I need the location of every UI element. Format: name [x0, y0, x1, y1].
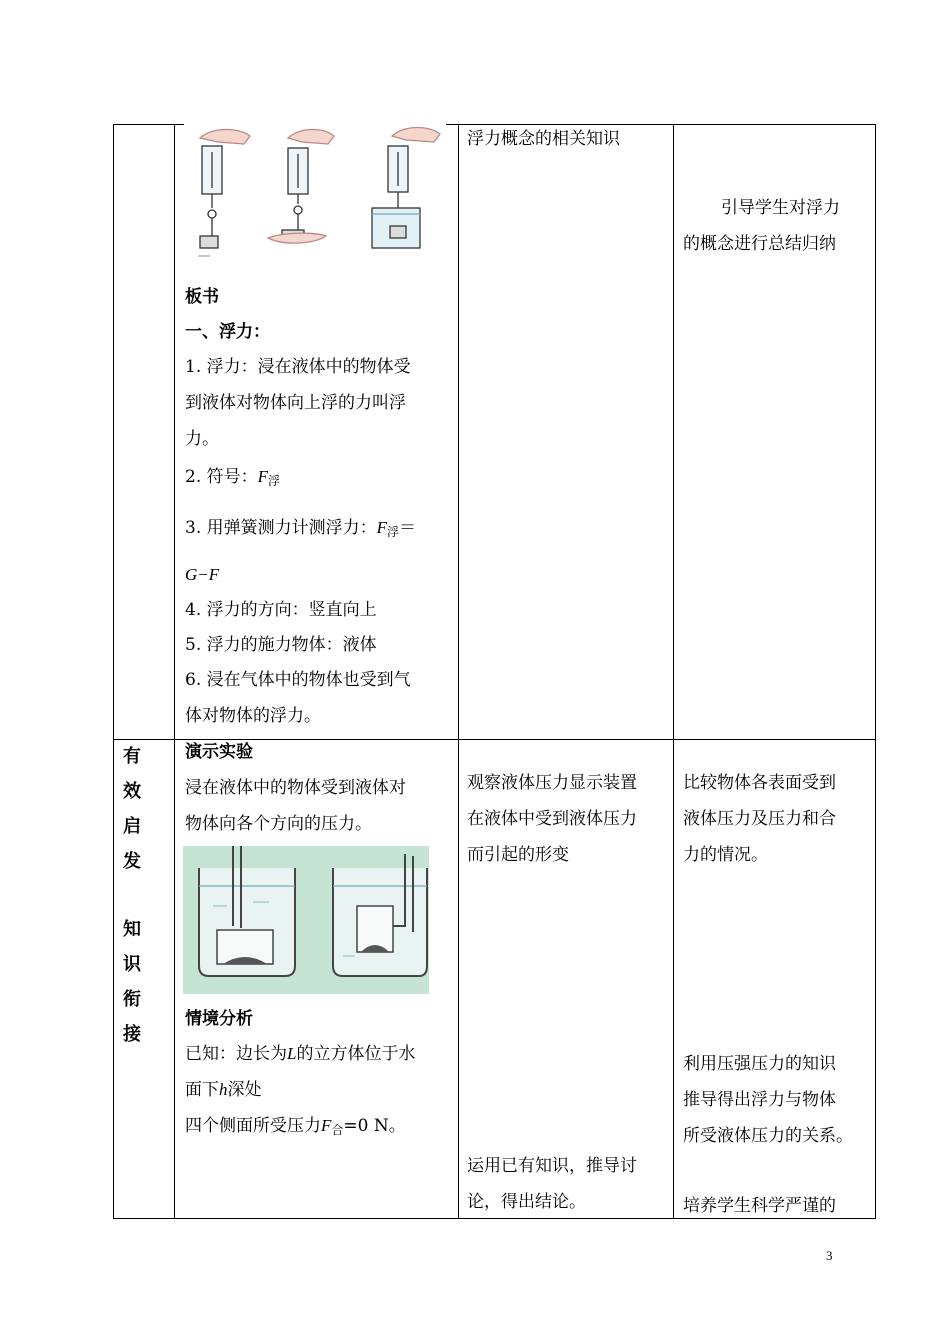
item3-equals: ＝: [399, 518, 417, 538]
row2-label-char: 接: [123, 1024, 141, 1045]
table-col-divider: [174, 124, 175, 1219]
derive-line2: 推导得出浮力与物体: [683, 1090, 836, 1110]
table-right-border: [875, 124, 876, 1219]
apply-line2: 论，得出结论。: [467, 1192, 586, 1212]
item4-direction: 4. 浮力的方向：竖直向上: [185, 600, 377, 620]
section-title: 一、浮力：: [185, 322, 270, 342]
liquid-pressure-device-figure: [183, 846, 429, 994]
item1-line3: 力。: [185, 429, 219, 449]
table-col-divider: [673, 124, 674, 1219]
var-l: L: [287, 1044, 297, 1063]
board-heading: 板书: [185, 287, 219, 307]
observe-line3: 而引起的形变: [467, 845, 569, 865]
observe-line2: 在液体中受到液体压力: [467, 809, 637, 829]
analysis-heading: 情境分析: [185, 1009, 253, 1029]
item6-line1: 6. 浸在气体中的物体也受到气: [185, 670, 411, 690]
guide-line2: 的概念进行总结归纳: [683, 234, 836, 254]
demo-line2: 物体向各个方向的压力。: [185, 814, 372, 834]
cultivate-line: 培养学生科学严谨的: [683, 1196, 836, 1216]
item2-symbol: [185, 459, 280, 499]
compare-line3: 力的情况。: [683, 845, 768, 865]
var-f: F: [376, 518, 388, 537]
known-line1: [185, 1036, 415, 1072]
item1-line2: 到液体对物体向上浮的力叫浮: [185, 393, 406, 413]
apply-line1: 运用已有知识，推导讨: [467, 1156, 637, 1176]
var-h: h: [219, 1080, 228, 1099]
derive-line1: 利用压强压力的知识: [683, 1054, 836, 1074]
known-text-b: 的立方体位于水: [296, 1044, 416, 1064]
spring-scale-figure: [184, 124, 446, 258]
sides-text-a: 四个侧面所受压力: [185, 1116, 321, 1136]
row2-label-char: 启: [123, 816, 141, 837]
known-text-c: 面下: [185, 1080, 219, 1100]
row2-label-char: 效: [123, 781, 141, 802]
item5-source: 5. 浮力的施力物体：液体: [185, 635, 377, 655]
row2-label-char: 识: [123, 954, 141, 975]
item3-formula: [185, 557, 219, 593]
compare-line1: 比较物体各表面受到: [683, 773, 836, 793]
sub-fu: 浮: [268, 474, 281, 488]
page-number: 3: [826, 1248, 833, 1263]
row2-label-char: 有: [123, 746, 141, 767]
item2-prefix: 2. 符号：: [185, 467, 258, 487]
demo-line1: 浸在液体中的物体受到液体对: [185, 778, 406, 798]
var-f: F: [321, 1116, 332, 1135]
item6-line2: 体对物体的浮力。: [185, 706, 321, 726]
row2-label-char: 发: [123, 851, 141, 872]
sub-fu: 浮: [387, 525, 400, 539]
known-line2: [185, 1072, 262, 1108]
sub-he: 合: [331, 1123, 344, 1137]
sides-line: [185, 1108, 406, 1148]
known-text-a: 已知：边长为: [185, 1044, 287, 1064]
item3-measure: [185, 510, 416, 550]
derive-line3: 所受液体压力的关系。: [683, 1126, 853, 1146]
table-col-divider: [458, 124, 459, 1219]
concept-knowledge: 浮力概念的相关知识: [467, 129, 620, 149]
known-text-d: 深处: [227, 1080, 262, 1100]
formula-g-minus-f: G−F: [185, 565, 220, 584]
item1-line1: 1. 浮力：浸在液体中的物体受: [185, 357, 411, 377]
row2-label-char: 知: [123, 919, 141, 940]
guide-line1: 引导学生对浮力: [721, 198, 840, 218]
table-left-border: [113, 124, 114, 1219]
demo-heading: 演示实验: [185, 742, 253, 762]
item3-prefix: 3. 用弹簧测力计测浮力：: [185, 518, 377, 538]
row2-label-char: 衔: [123, 989, 141, 1010]
compare-line2: 液体压力及压力和合: [683, 809, 836, 829]
sides-text-b: =0 N。: [343, 1116, 406, 1136]
var-f: F: [257, 467, 269, 486]
observe-line1: 观察液体压力显示装置: [467, 773, 637, 793]
